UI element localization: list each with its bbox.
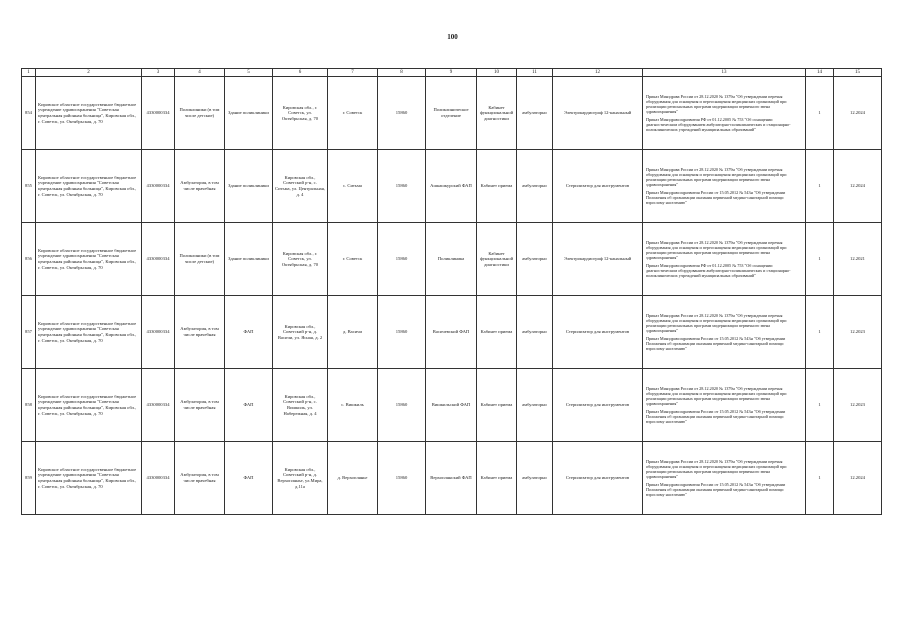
care-type-cell: Амбулатория, в том числе врачебная — [175, 150, 225, 223]
header-cell: 9 — [426, 69, 477, 77]
header-cell: 3 — [142, 69, 175, 77]
inn-cell: 4330000334 — [142, 442, 175, 515]
date-cell: 12.2023 — [834, 296, 882, 369]
care-type-cell: Амбулатория, в том числе врачебная — [175, 296, 225, 369]
oktmo-cell: 15860 — [378, 150, 426, 223]
header-cell: 15 — [834, 69, 882, 77]
row-number: 857 — [22, 296, 36, 369]
table-row — [22, 369, 882, 442]
equipment-cell: Стерилизатор для инструментов — [553, 369, 643, 442]
room-cell: Кабинет функциональной диагностики — [477, 223, 517, 296]
oktmo-cell: 15860 — [378, 369, 426, 442]
building-cell: Здание поликлиники — [225, 77, 273, 150]
care-mode-cell: амбулаторно — [517, 77, 553, 150]
header-cell: 2 — [36, 69, 142, 77]
building-cell: Здание поликлиники — [225, 223, 273, 296]
unit-cell: Вишкильский ФАП — [426, 369, 477, 442]
header-cell: 13 — [643, 69, 806, 77]
care-mode-cell: амбулаторно — [517, 442, 553, 515]
quantity-cell: 1 — [806, 150, 834, 223]
locality-cell: г. Советск — [328, 77, 378, 150]
date-cell: 12.2024 — [834, 442, 882, 515]
oktmo-cell: 15860 — [378, 442, 426, 515]
legal-basis-paragraph: Приказ Минздрава России от 28.12.2020 № 1379н "Об утверждении перечня оборудования для оснащения и переоснащения медицинских организаций при реализации региональных программ модернизации первичного звена здравоохранения" — [646, 385, 787, 407]
room-cell: Кабинет приема — [477, 150, 517, 223]
header-cell: 11 — [517, 69, 553, 77]
quantity-cell: 1 — [806, 369, 834, 442]
row-number: 858 — [22, 369, 36, 442]
quantity-cell: 1 — [806, 223, 834, 296]
row-number: 855 — [22, 150, 36, 223]
care-mode-cell: амбулаторно — [517, 296, 553, 369]
header-cell: 5 — [225, 69, 273, 77]
care-mode-cell: амбулаторно — [517, 223, 553, 296]
address-cell: Кировская обл., г. Советск, ул. Октябрьская, д. 70 — [273, 223, 328, 296]
legal-basis-paragraph: Приказ Минздрава России от 28.12.2020 № 1379н "Об утверждении перечня оборудования для оснащения и переоснащения медицинских организаций при реализации региональных программ модернизации первичного звена здравоохранения" — [646, 93, 787, 115]
legal-basis-paragraph: Приказ Минздрава России от 28.12.2020 № 1379н "Об утверждении перечня оборудования для оснащения и переоснащения медицинских организаций при реализации региональных программ модернизации первичного звена здравоохранения" — [646, 239, 787, 261]
date-cell: 12.2024 — [834, 77, 882, 150]
header-cell: 7 — [328, 69, 378, 77]
table-row — [22, 77, 882, 150]
room-cell: Кабинет приема — [477, 296, 517, 369]
quantity-cell: 1 — [806, 77, 834, 150]
room-cell: Кабинет приема — [477, 369, 517, 442]
legal-basis-paragraph: Приказ Минздравсоцразвития России от 15.05.2012 № 543н "Об утверждении Положения об организации оказания первичной медико-санитарной помощи взрослому населению" — [646, 481, 786, 497]
date-cell: 12.2023 — [834, 369, 882, 442]
legal-basis-cell — [643, 223, 806, 296]
table-row — [22, 150, 882, 223]
legal-basis-paragraph: Приказ Минздравсоцразвития РФ от 01.12.2005 № 753 "Об оснащении диагностическим оборудованием амбулаторно-поликлинических и стационарно-поликлинических учреждений муниципальных образований" — [646, 262, 791, 278]
care-type-cell: Поликлиники (в том числе детские) — [175, 223, 225, 296]
address-cell: Кировская обл., г. Советск, ул. Октябрьская, д. 70 — [273, 77, 328, 150]
locality-cell: с. Ситьма — [328, 150, 378, 223]
room-cell: Кабинет функциональной диагностики — [477, 77, 517, 150]
inn-cell: 4330000334 — [142, 296, 175, 369]
legal-basis-cell — [643, 77, 806, 150]
building-cell: ФАП — [225, 369, 273, 442]
equipment-table — [21, 68, 882, 515]
unit-cell: Поликлиника — [426, 223, 477, 296]
equipment-cell: Стерилизатор для инструментов — [553, 442, 643, 515]
row-number: 856 — [22, 223, 36, 296]
legal-basis-paragraph: Приказ Минздравсоцразвития России от 15.05.2012 № 543н "Об утверждении Положения об организации оказания первичной медико-санитарной помощи взрослому населению" — [646, 335, 786, 351]
care-mode-cell: амбулаторно — [517, 150, 553, 223]
table-row — [22, 442, 882, 515]
organization-cell: Кировское областное государственное бюджетное учреждение здравоохранения "Советская центральная районная больница", Кировская обл., г. Советск, ул. Октябрьская, д. 70 — [36, 442, 142, 515]
care-type-cell: Поликлиники (в том числе детские) — [175, 77, 225, 150]
header-cell: 12 — [553, 69, 643, 77]
legal-basis-paragraph: Приказ Минздравсоцразвития России от 15.05.2012 № 543н "Об утверждении Положения об организации оказания первичной медико-санитарной помощи взрослому населению" — [646, 408, 786, 424]
header-cell: 14 — [806, 69, 834, 77]
equipment-cell: Стерилизатор для инструментов — [553, 150, 643, 223]
room-cell: Кабинет приема — [477, 442, 517, 515]
address-cell: Кировская обл., Советский р-н, д. Верхоплянье, ул.Мира, д.11а — [273, 442, 328, 515]
unit-cell: Ашкашкурский ФАП — [426, 150, 477, 223]
row-number: 854 — [22, 77, 36, 150]
locality-cell: с. Вишкиль — [328, 369, 378, 442]
legal-basis-cell — [643, 150, 806, 223]
building-cell: ФАП — [225, 442, 273, 515]
inn-cell: 4330000334 — [142, 223, 175, 296]
address-cell: Кировская обл., Советский р-н, д. Васичи, ул. Ясная, д. 2 — [273, 296, 328, 369]
equipment-cell: Электрокардиограф 12-канальный — [553, 77, 643, 150]
locality-cell: д. Васичи — [328, 296, 378, 369]
oktmo-cell: 15860 — [378, 296, 426, 369]
organization-cell: Кировское областное государственное бюджетное учреждение здравоохранения "Советская центральная районная больница", Кировская обл., г. Советск, ул. Октябрьская, д. 70 — [36, 223, 142, 296]
organization-cell: Кировское областное государственное бюджетное учреждение здравоохранения "Советская центральная районная больница", Кировская обл., г. Советск, ул. Октябрьская, д. 70 — [36, 296, 142, 369]
care-mode-cell: амбулаторно — [517, 369, 553, 442]
oktmo-cell: 15860 — [378, 223, 426, 296]
legal-basis-paragraph: Приказ Минздрава России от 28.12.2020 № 1379н "Об утверждении перечня оборудования для оснащения и переоснащения медицинских организаций при реализации региональных программ модернизации первичного звена здравоохранения" — [646, 312, 787, 334]
date-cell: 12.2024 — [834, 150, 882, 223]
equipment-cell: Стерилизатор для инструментов — [553, 296, 643, 369]
quantity-cell: 1 — [806, 296, 834, 369]
locality-cell: г. Советск — [328, 223, 378, 296]
organization-cell: Кировское областное государственное бюджетное учреждение здравоохранения "Советская центральная районная больница", Кировская обл., г. Советск, ул. Октябрьская, д. 70 — [36, 77, 142, 150]
legal-basis-cell — [643, 442, 806, 515]
care-type-cell: Амбулатория, в том числе врачебная — [175, 442, 225, 515]
row-number: 859 — [22, 442, 36, 515]
oktmo-cell: 15860 — [378, 77, 426, 150]
building-cell: ФАП — [225, 296, 273, 369]
address-cell: Кировская обл., Советский р-н, с. Вишкиль, ул. Набережная, д. 4 — [273, 369, 328, 442]
header-row — [22, 69, 882, 77]
organization-cell: Кировское областное государственное бюджетное учреждение здравоохранения "Советская центральная районная больница", Кировская обл., г. Советск, ул. Октябрьская, д. 70 — [36, 150, 142, 223]
inn-cell: 4330000334 — [142, 77, 175, 150]
care-type-cell: Амбулатория, в том числе врачебная — [175, 369, 225, 442]
locality-cell: д. Верхоплянье — [328, 442, 378, 515]
organization-cell: Кировское областное государственное бюджетное учреждение здравоохранения "Советская центральная районная больница", Кировская обл., г. Советск, ул. Октябрьская, д. 70 — [36, 369, 142, 442]
legal-basis-paragraph: Приказ Минздрава России от 28.12.2020 № 1379н "Об утверждении перечня оборудования для оснащения и переоснащения медицинских организаций при реализации региональных программ модернизации первичного звена здравоохранения" — [646, 458, 787, 480]
date-cell: 12.2021 — [834, 223, 882, 296]
header-cell: 1 — [22, 69, 36, 77]
legal-basis-paragraph: Приказ Минздрава России от 28.12.2020 № 1379н "Об утверждении перечня оборудования для оснащения и переоснащения медицинских организаций при реализации региональных программ модернизации первичного звена здравоохранения" — [646, 166, 787, 188]
unit-cell: Васичевский ФАП — [426, 296, 477, 369]
header-cell: 8 — [378, 69, 426, 77]
legal-basis-cell — [643, 296, 806, 369]
header-cell: 4 — [175, 69, 225, 77]
header-cell: 6 — [273, 69, 328, 77]
legal-basis-paragraph: Приказ Минздравсоцразвития России от 15.05.2012 № 543н "Об утверждении Положения об организации оказания первичной медико-санитарной помощи взрослому населению" — [646, 189, 786, 205]
inn-cell: 4330000334 — [142, 150, 175, 223]
unit-cell: Поликлиническое отделение — [426, 77, 477, 150]
legal-basis-cell — [643, 369, 806, 442]
address-cell: Кировская обл., Советский р-н, с. Ситьма, ул. Центральная, д. 4 — [273, 150, 328, 223]
page-number: 100 — [447, 33, 458, 41]
legal-basis-paragraph: Приказ Минздравсоцразвития РФ от 01.12.2005 № 753 "Об оснащении диагностическим оборудованием амбулаторно-поликлинических и стационарно-поликлинических учреждений муниципальных образований" — [646, 116, 791, 132]
equipment-cell: Электрокардиограф 12-канальный — [553, 223, 643, 296]
building-cell: Здание поликлиники — [225, 150, 273, 223]
quantity-cell: 1 — [806, 442, 834, 515]
unit-cell: Верхоплянский ФАП — [426, 442, 477, 515]
table-row — [22, 296, 882, 369]
header-cell: 10 — [477, 69, 517, 77]
table-row — [22, 223, 882, 296]
inn-cell: 4330000334 — [142, 369, 175, 442]
